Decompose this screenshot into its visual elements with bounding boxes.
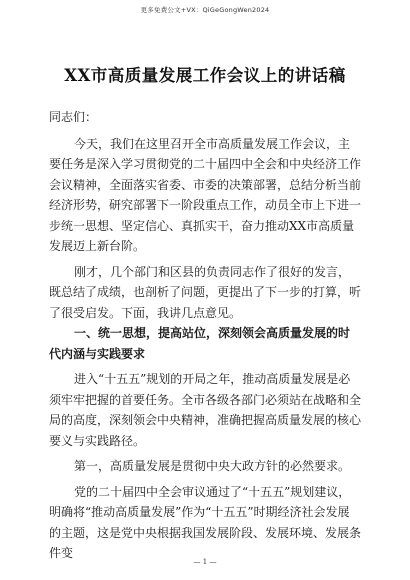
paragraph-plenary: 党的二十届四中全会审议通过了“十五五”规划建议，明确将“推动高质量发展”作为“十五五”时期经济社会发展的主题，这是党中央根据我国发展阶段、发展环境、发展条件变 (49, 484, 362, 560)
paragraph-section-intro: 进入“十五五”规划的开局之年，推动高质量发展是必须牢牢把握的首要任务。全市各级各部门必须站在战略和全局的高度，深刻领会中央精神，准确把握高质量发展的核心要义与实践路径。 (49, 372, 362, 448)
document-title: XX市高质量发展工作会议上的讲话稿 (64, 66, 346, 85)
salutation: 同志们： (49, 110, 98, 124)
paragraph-opening: 今天，我们在这里召开全市高质量发展工作会议，主要任务是深入学习贯彻党的二十届四中全会和中央经济工作会议精神，全面落实省委、市委的决策部署，总结分析当前经济形势，研究部署下一阶段重点工作，动员全市上下进一步统一思想、坚定信心、真抓实干，奋力推动XX市高质量发展迈上新台阶。 (49, 136, 362, 253)
header-note: 更多免费公文+VX：QiGeGongWen2024 (140, 6, 270, 14)
paragraph-remarks: 刚才，几个部门和区县的负责同志作了很好的发言，既总结了成绩，也剖析了问题，更提出了下一步的打算，听了很受启发。下面，我讲几点意见。 (49, 264, 362, 320)
document-body (49, 107, 361, 564)
page-number: — 1 — (193, 558, 217, 566)
paragraph-point-first: 第一，高质量发展是贯彻中央大政方针的必然要求。 (74, 459, 351, 473)
section-heading-1: 一、统一思想，提高站位，深刻领会高质量发展的时代内涵与实践要求 (49, 326, 351, 361)
